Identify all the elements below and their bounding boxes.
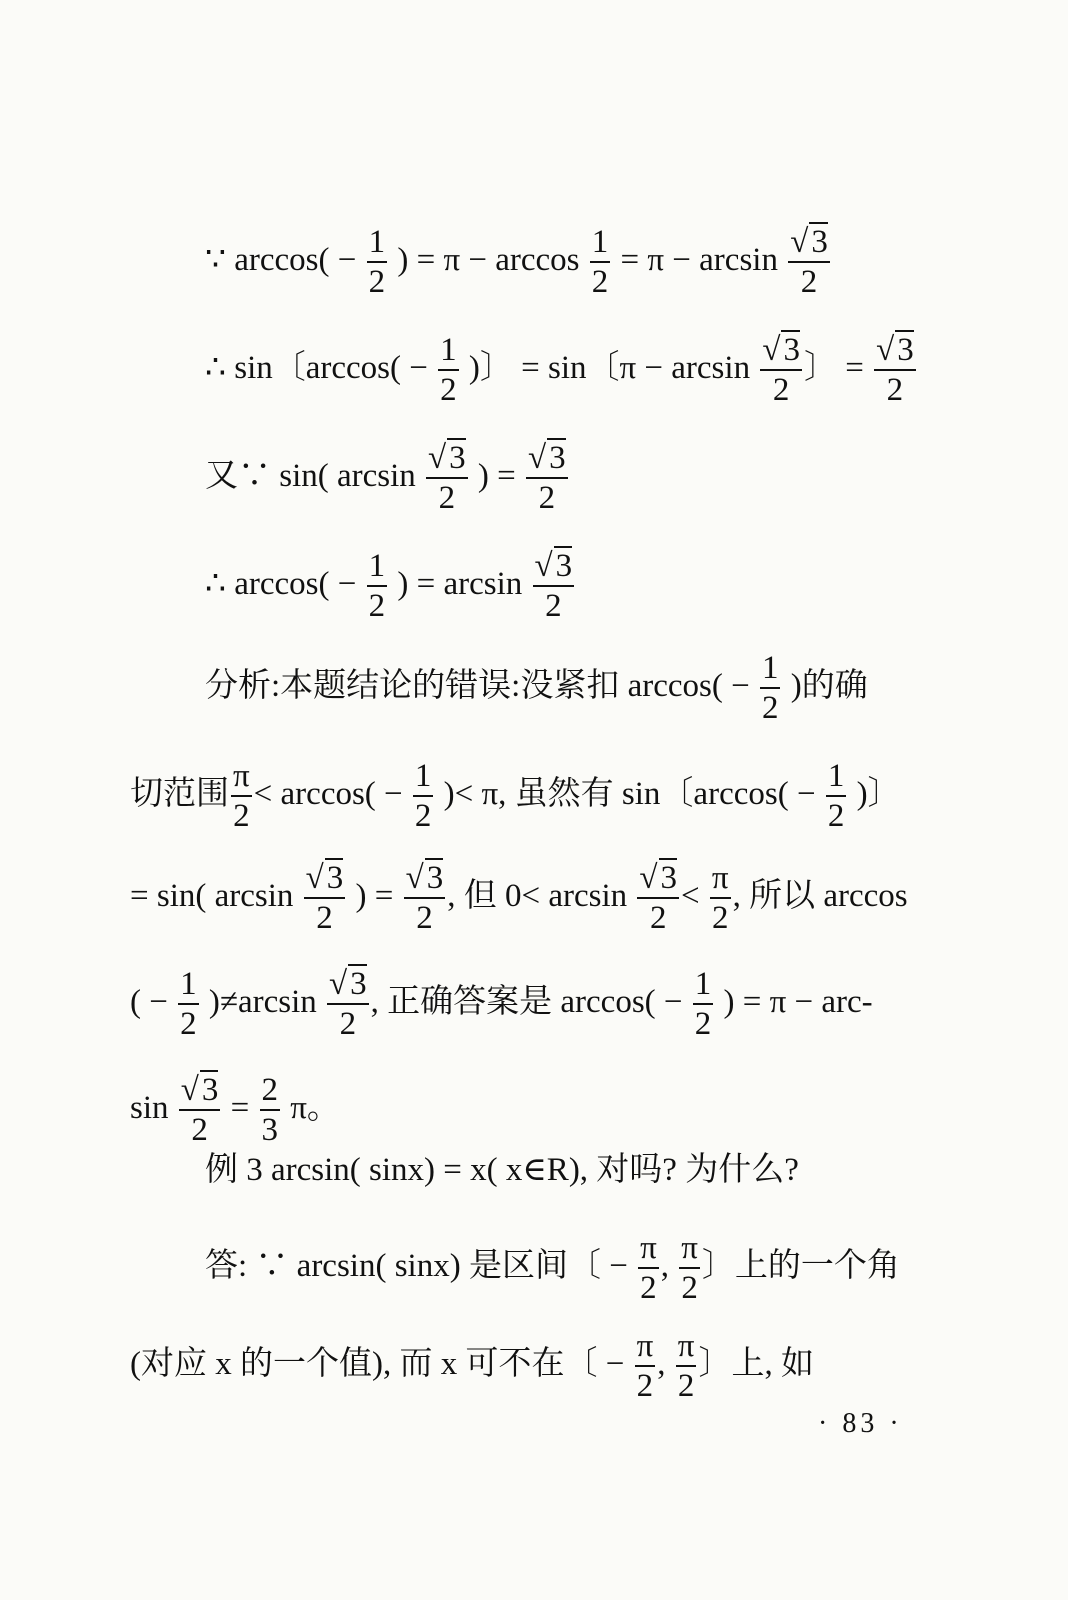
page-number: · 83 · <box>818 1408 903 1439</box>
fraction <box>676 1330 697 1403</box>
fraction-numerator: 1 <box>413 760 434 797</box>
step-line-4 <box>205 550 576 623</box>
fraction-denominator: 2 <box>339 1006 357 1042</box>
fraction-denominator: 2 <box>538 480 556 516</box>
answer-line-1 <box>205 1232 900 1305</box>
fraction-denominator: 2 <box>800 264 818 300</box>
text-run: )〕 <box>848 776 901 813</box>
fraction-denominator: 2 <box>416 900 433 936</box>
fraction <box>231 760 252 833</box>
fraction <box>637 862 679 935</box>
text-run: = sin( arcsin <box>130 878 302 915</box>
fraction <box>413 760 434 833</box>
fraction <box>178 968 199 1041</box>
fraction-denominator: 2 <box>886 372 904 408</box>
text-run: ) = π − arc- <box>715 984 873 1021</box>
text-run: ∵ arccos( − <box>205 242 365 279</box>
fraction-denominator: 2 <box>827 798 845 834</box>
fraction-numerator: 1 <box>178 968 199 1005</box>
fraction-denominator: 2 <box>233 798 250 834</box>
fraction-numerator: π <box>710 862 731 899</box>
fraction-denominator: 2 <box>649 900 667 936</box>
text-run: )< π, 虽然有 sin〔arccos( − <box>435 776 824 813</box>
text-run: )〕 = sin〔π − arcsin <box>460 350 759 387</box>
fraction <box>526 442 568 515</box>
fraction-denominator: 2 <box>712 900 729 936</box>
fraction-numerator: π <box>231 760 252 797</box>
fraction-numerator: π <box>638 1232 659 1269</box>
fraction-numerator: π <box>676 1330 697 1367</box>
fraction-numerator: √3 <box>526 442 568 479</box>
fraction-denominator: 2 <box>772 372 790 408</box>
fraction-denominator: 2 <box>681 1270 698 1306</box>
analysis-line-3 <box>130 862 908 935</box>
fraction <box>638 1232 659 1305</box>
text-run: = <box>222 1090 258 1127</box>
fraction-denominator: 3 <box>261 1112 279 1148</box>
fraction-denominator: 2 <box>414 798 432 834</box>
text-run: = π − arcsin <box>612 242 787 279</box>
fraction <box>760 652 781 725</box>
fraction-numerator: √3 <box>404 862 446 899</box>
fraction <box>760 334 802 407</box>
text-run: 分析:本题结论的错误:没紧扣 arccos( − <box>205 668 758 705</box>
example-3-heading <box>205 1150 799 1190</box>
fraction-denominator: 2 <box>761 690 779 726</box>
fraction-numerator: 1 <box>693 968 714 1005</box>
text-run: , 所以 arccos <box>732 878 908 915</box>
fraction <box>367 226 388 299</box>
fraction <box>438 334 459 407</box>
text-run: 〕 = <box>803 350 873 387</box>
text-run: 例 3 arcsin( sinx) = x( x∈R), 对吗? 为什么? <box>205 1152 799 1188</box>
text-run: ) = arcsin <box>389 566 531 603</box>
fraction <box>404 862 446 935</box>
fraction <box>693 968 714 1041</box>
fraction-denominator: 2 <box>180 1006 197 1042</box>
fraction-denominator: 2 <box>438 480 456 516</box>
fraction-numerator: √3 <box>637 862 679 899</box>
fraction-denominator: 2 <box>440 372 457 408</box>
fraction <box>367 550 388 623</box>
fraction-numerator: 1 <box>367 226 388 263</box>
fraction-numerator: √3 <box>788 226 830 263</box>
fraction <box>874 334 916 407</box>
analysis-line-2 <box>130 760 901 833</box>
fraction-numerator: π <box>679 1232 700 1269</box>
fraction-numerator: √3 <box>304 862 346 899</box>
fraction-denominator: 2 <box>545 588 562 624</box>
answer-line-2 <box>130 1330 814 1403</box>
fraction-numerator: 1 <box>438 334 459 371</box>
fraction-denominator: 2 <box>368 588 386 624</box>
fraction <box>327 968 369 1041</box>
text-run: )≠arcsin <box>200 984 326 1021</box>
fraction <box>635 1330 656 1403</box>
text-run: π。 <box>282 1090 340 1127</box>
fraction <box>710 862 731 935</box>
fraction-denominator: 2 <box>677 1368 695 1404</box>
text-run: 〕上, 如 <box>698 1346 814 1383</box>
step-line-3 <box>205 442 570 515</box>
fraction <box>826 760 847 833</box>
fraction <box>533 550 575 623</box>
text-run: ∴ sin〔arccos( − <box>205 350 437 387</box>
fraction-numerator: √3 <box>179 1074 221 1111</box>
fraction-numerator: 1 <box>367 550 388 587</box>
fraction-numerator: 2 <box>260 1074 281 1111</box>
text-run: )的确 <box>782 668 868 705</box>
fraction <box>590 226 611 299</box>
fraction-numerator: √3 <box>426 442 468 479</box>
fraction <box>788 226 830 299</box>
fraction-numerator: √3 <box>874 334 916 371</box>
text-run: , 但 0< arcsin <box>447 878 636 915</box>
text-run: ) = <box>469 458 525 495</box>
analysis-line-1 <box>205 652 868 725</box>
fraction-numerator: 1 <box>760 652 781 689</box>
fraction-numerator: π <box>635 1330 656 1367</box>
fraction-denominator: 2 <box>640 1270 657 1306</box>
fraction-numerator: √3 <box>533 550 575 587</box>
text-run: , <box>660 1248 678 1285</box>
fraction-numerator: √3 <box>760 334 802 371</box>
step-line-1 <box>205 226 832 299</box>
fraction-numerator: √3 <box>327 968 369 1005</box>
fraction-numerator: 1 <box>590 226 611 263</box>
text-run: 〕上的一个角 <box>701 1248 900 1285</box>
fraction-denominator: 2 <box>636 1368 654 1404</box>
fraction <box>304 862 346 935</box>
fraction-denominator: 2 <box>591 264 609 300</box>
fraction <box>260 1074 281 1147</box>
fraction-denominator: 2 <box>191 1112 208 1148</box>
text-run: 切范围 <box>130 776 229 813</box>
fraction <box>179 1074 221 1147</box>
text-run: 又∵ sin( arcsin <box>205 458 425 495</box>
fraction <box>679 1232 700 1305</box>
fraction-numerator: 1 <box>826 760 847 797</box>
fraction-denominator: 2 <box>694 1006 712 1042</box>
text-run: , 正确答案是 arccos( − <box>370 984 691 1021</box>
text-run: , <box>657 1346 674 1383</box>
step-line-2 <box>205 334 918 407</box>
text-run: sin <box>130 1090 177 1127</box>
fraction <box>426 442 468 515</box>
text-run: < arccos( − <box>253 776 411 813</box>
text-run: ∴ arccos( − <box>205 566 365 603</box>
text-run: ( − <box>130 984 177 1021</box>
text-run: ) = <box>347 878 402 915</box>
analysis-line-4 <box>130 968 873 1041</box>
text-run: (对应 x 的一个值), 而 x 可不在〔 − <box>130 1346 633 1383</box>
fraction-denominator: 2 <box>368 264 386 300</box>
analysis-line-5 <box>130 1074 340 1147</box>
fraction-denominator: 2 <box>316 900 333 936</box>
text-run: 答: ∵ arcsin( sinx) 是区间〔 − <box>205 1248 637 1285</box>
text-run: ) = π − arccos <box>389 242 588 279</box>
text-run: < <box>681 878 708 915</box>
